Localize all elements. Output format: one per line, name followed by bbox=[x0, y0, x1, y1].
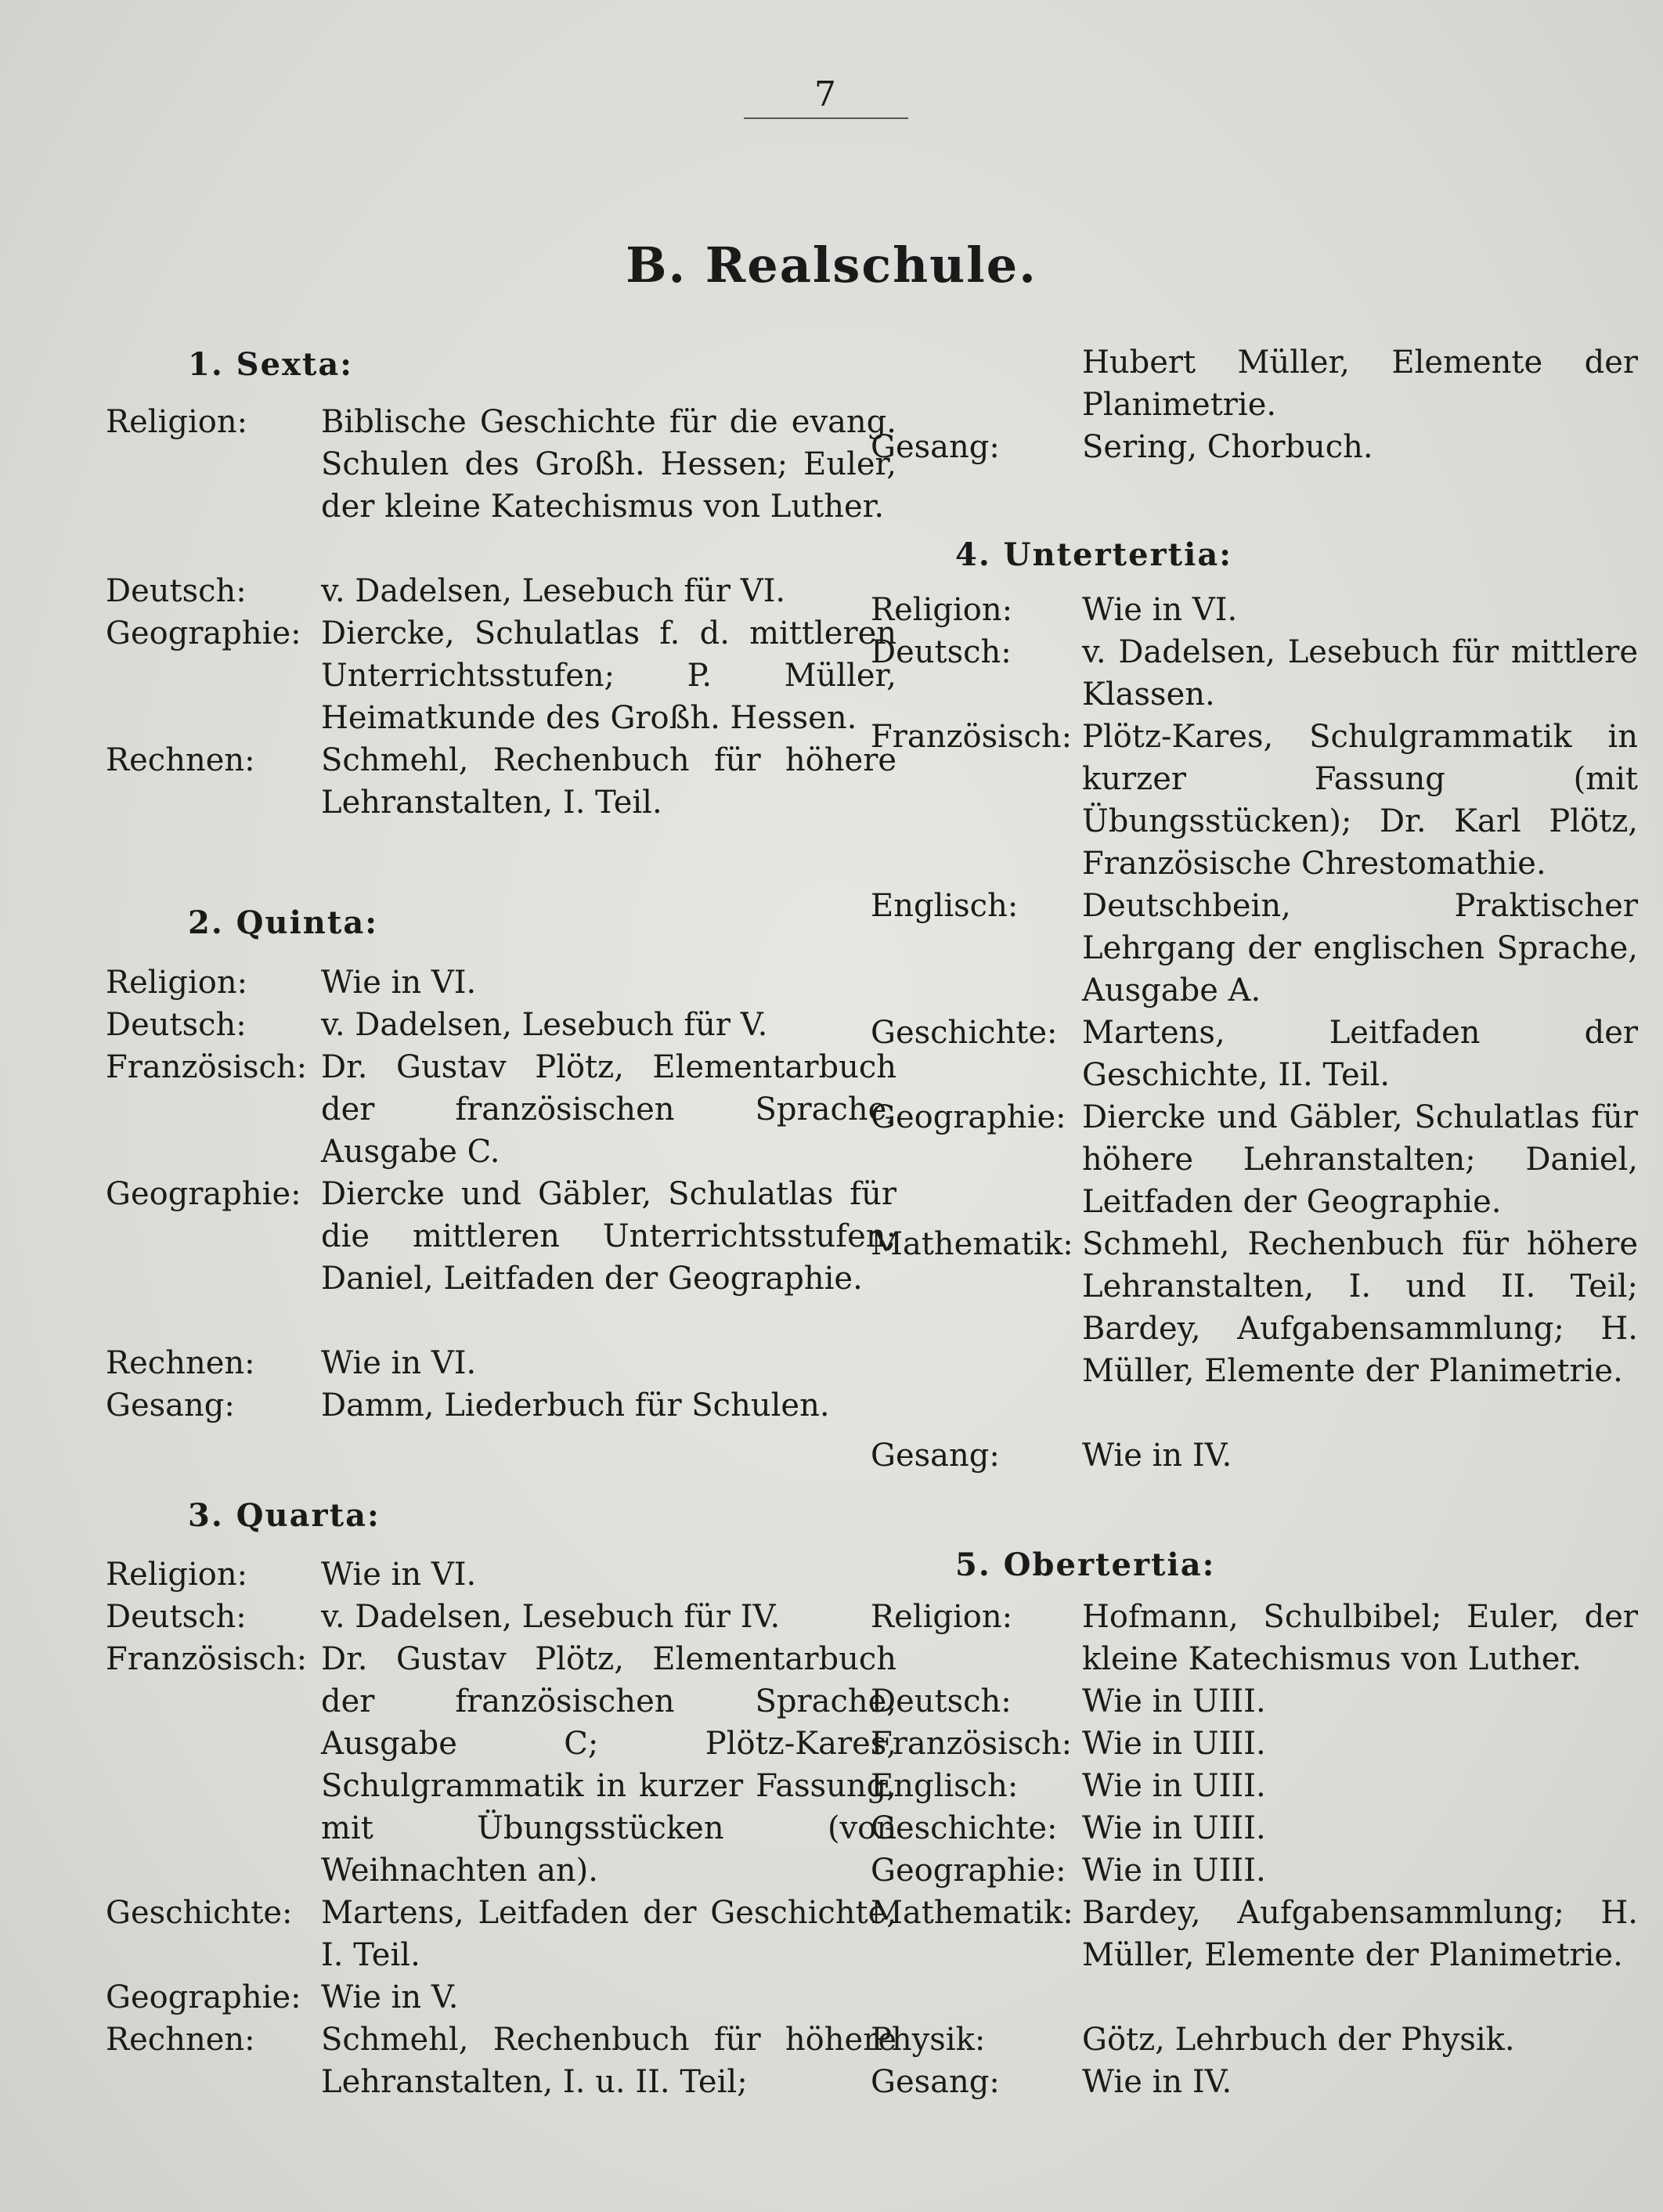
entry-label: Gesang: bbox=[871, 2064, 1000, 2100]
section-title-quarta: 3. Quarta: bbox=[188, 1497, 381, 1534]
page-number-rule bbox=[744, 117, 908, 119]
entry-label: Französisch: bbox=[106, 1641, 308, 1677]
entry-label: Geschichte: bbox=[106, 1895, 293, 1931]
entry-text: v. Dadelsen, Lesebuch für IV. bbox=[321, 1599, 781, 1635]
entry-label: Französisch: bbox=[106, 1049, 308, 1085]
page-number: 7 bbox=[814, 74, 836, 114]
entry-text: Plötz-Kares, Schulgrammatik in kurzer Fassung (mit Übungsstücken); Dr. Karl Plötz, Französische Chrestomathie. bbox=[1082, 719, 1638, 882]
entry-text: Schmehl, Rechenbuch für höhere Lehranstalten, I. und II. Teil; Bardey, Aufgabensammlung; H. Müller, Elemente der Planimetrie. bbox=[1082, 1226, 1638, 1389]
entry-label: Französisch: bbox=[871, 1726, 1073, 1762]
entry-label: Rechnen: bbox=[106, 1345, 255, 1381]
entry-label: Physik: bbox=[871, 2022, 986, 2058]
entry-label: Geschichte: bbox=[871, 1015, 1058, 1051]
entry-label: Geographie: bbox=[106, 615, 301, 651]
entry-label: Mathematik: bbox=[871, 1895, 1073, 1931]
entry-label: Deutsch: bbox=[871, 1683, 1012, 1719]
entry-text: Wie in UIII. bbox=[1082, 1726, 1266, 1762]
entry-text: Deutschbein, Praktischer Lehrgang der englischen Sprache, Ausgabe A. bbox=[1082, 888, 1638, 1009]
entry-label: Rechnen: bbox=[106, 2022, 255, 2058]
entry-text: Damm, Liederbuch für Schulen. bbox=[321, 1387, 830, 1424]
entry-text: Wie in UIII. bbox=[1082, 1810, 1266, 1846]
entry-text: Sering, Chorbuch. bbox=[1082, 429, 1373, 465]
entry-label: Religion: bbox=[106, 965, 248, 1001]
entry-label: Deutsch: bbox=[106, 1599, 247, 1635]
entry-text: Wie in VI. bbox=[321, 1345, 477, 1381]
entry-label: Geographie: bbox=[106, 1979, 301, 2015]
entry-text: Hofmann, Schulbibel; Euler, der kleine Katechismus von Luther. bbox=[1082, 1599, 1638, 1677]
entry-text: Wie in UIII. bbox=[1082, 1853, 1266, 1889]
section-title-sexta: 1. Sexta: bbox=[188, 346, 354, 383]
entry-text: v. Dadelsen, Lesebuch für V. bbox=[321, 1007, 768, 1043]
entry-label: Gesang: bbox=[871, 429, 1000, 465]
section-title-quinta: 2. Quinta: bbox=[188, 904, 379, 941]
entry-text: Götz, Lehrbuch der Physik. bbox=[1082, 2022, 1515, 2058]
entry-text: Diercke und Gäbler, Schulatlas für die mittleren Unterrichtsstufen; Daniel, Leitfaden der Geographie. bbox=[321, 1176, 896, 1297]
entry-text: Wie in IV. bbox=[1082, 1438, 1232, 1474]
entry-text: Wie in VI. bbox=[321, 965, 477, 1001]
page-heading: B. Realschule. bbox=[626, 236, 1037, 294]
entry-label: Geographie: bbox=[871, 1853, 1066, 1889]
entry-label: Englisch: bbox=[871, 888, 1019, 924]
entry-text: Schmehl, Rechenbuch für höhere Lehranstalten, I. u. II. Teil; bbox=[321, 2022, 896, 2100]
entry-text: v. Dadelsen, Lesebuch für VI. bbox=[321, 573, 786, 609]
entry-text: Hubert Müller, Elemente der Planimetrie. bbox=[1082, 345, 1638, 423]
section-title-obertertia: 5. Obertertia: bbox=[955, 1546, 1216, 1583]
entry-text: Diercke und Gäbler, Schulatlas für höhere Lehranstalten; Daniel, Leitfaden der Geographie. bbox=[1082, 1099, 1638, 1220]
entry-text: Martens, Leitfaden der Geschichte, I. Teil. bbox=[321, 1895, 896, 1973]
entry-text: v. Dadelsen, Lesebuch für mittlere Klassen. bbox=[1082, 634, 1638, 713]
entry-label: Englisch: bbox=[871, 1768, 1019, 1804]
entry-text: Diercke, Schulatlas f. d. mittleren Unterrichtsstufen; P. Müller, Heimatkunde des Großh. Hessen. bbox=[321, 615, 896, 736]
entry-label: Geographie: bbox=[871, 1099, 1066, 1135]
entry-text: Martens, Leitfaden der Geschichte, II. Teil. bbox=[1082, 1015, 1638, 1093]
entry-label: Religion: bbox=[106, 1557, 248, 1593]
entry-text: Bardey, Aufgabensammlung; H. Müller, Elemente der Planimetrie. bbox=[1082, 1895, 1638, 1973]
entry-text: Wie in VI. bbox=[321, 1557, 477, 1593]
entry-label: Religion: bbox=[871, 1599, 1013, 1635]
entry-label: Deutsch: bbox=[106, 1007, 247, 1043]
entry-label: Religion: bbox=[871, 592, 1013, 628]
entry-text: Wie in UIII. bbox=[1082, 1768, 1266, 1804]
entry-label: Religion: bbox=[106, 404, 248, 440]
entry-label: Rechnen: bbox=[106, 742, 255, 778]
entry-label: Deutsch: bbox=[871, 634, 1012, 670]
entry-text: Biblische Geschichte für die evang. Schulen des Großh. Hessen; Euler, der kleine Katechismus von Luther. bbox=[321, 404, 896, 525]
entry-label: Deutsch: bbox=[106, 573, 247, 609]
entry-text: Wie in V. bbox=[321, 1979, 459, 2015]
entry-text: Dr. Gustav Plötz, Elementarbuch der französischen Sprache, Ausgabe C. bbox=[321, 1049, 896, 1170]
entry-text: Dr. Gustav Plötz, Elementarbuch der französischen Sprache, Ausgabe C; Plötz-Kares, Schulgrammatik in kurzer Fassung, mit Übungsstücken (von Weihnachten an). bbox=[321, 1641, 896, 1889]
entry-label: Französisch: bbox=[871, 719, 1073, 755]
entry-text: Wie in VI. bbox=[1082, 592, 1238, 628]
entry-label: Mathematik: bbox=[871, 1226, 1073, 1262]
entry-label: Geschichte: bbox=[871, 1810, 1058, 1846]
entry-label: Geographie: bbox=[106, 1176, 301, 1212]
entry-text: Wie in UIII. bbox=[1082, 1683, 1266, 1719]
entry-label: Gesang: bbox=[106, 1387, 235, 1424]
entry-label: Gesang: bbox=[871, 1438, 1000, 1474]
section-title-untertertia: 4. Untertertia: bbox=[955, 536, 1233, 573]
entry-text: Wie in IV. bbox=[1082, 2064, 1232, 2100]
entry-text: Schmehl, Rechenbuch für höhere Lehranstalten, I. Teil. bbox=[321, 742, 896, 821]
